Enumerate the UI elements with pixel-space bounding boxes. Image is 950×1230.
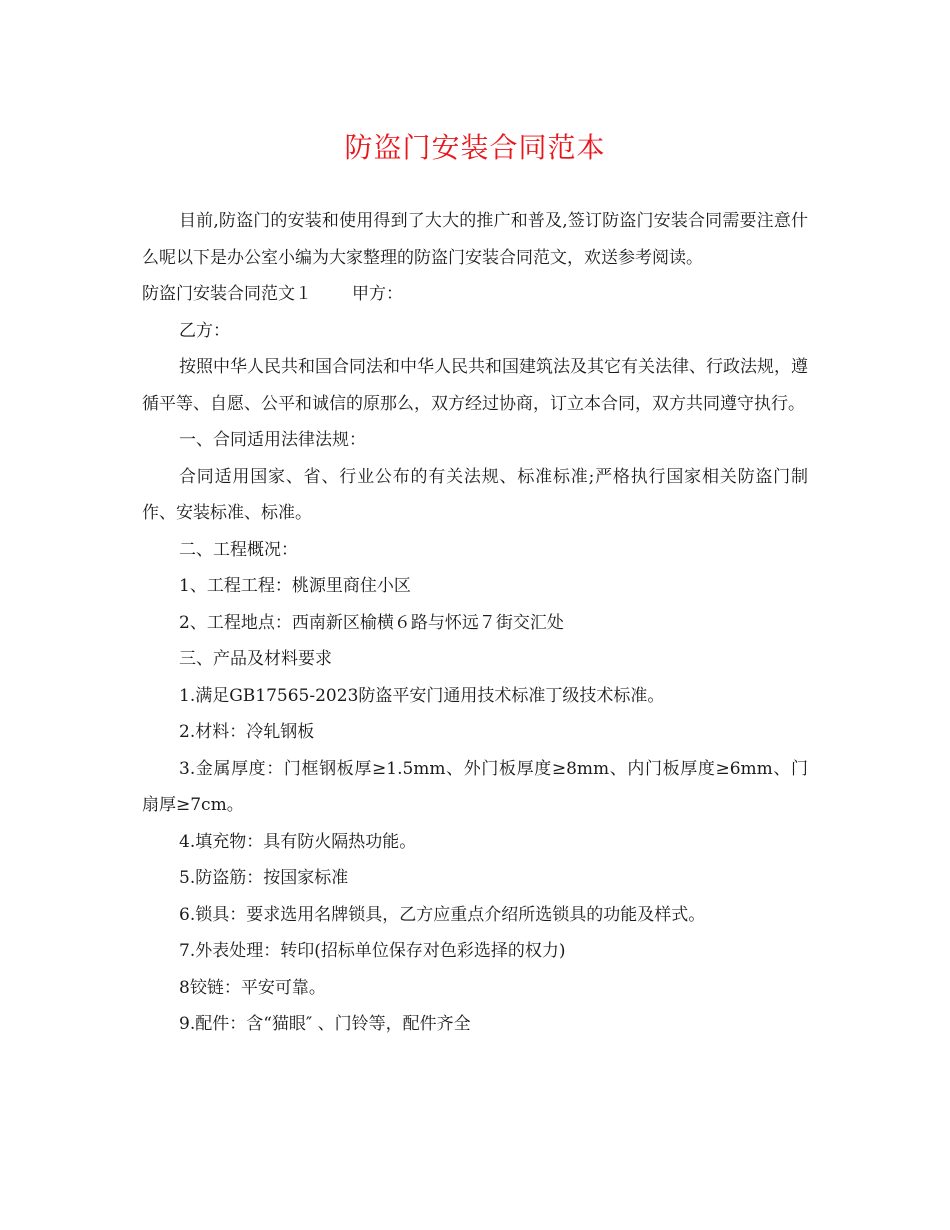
requirement-item: 9.配件：含“猫眼″ 、门铃等，配件齐全 (179, 1014, 471, 1034)
section2-item-location: 2、工程地点：西南新区榆横６路与怀远７街交汇处 (179, 612, 564, 633)
sample-heading: 防盗门安装合同范文１ (142, 284, 312, 304)
requirement-item: 5.防盗筋：按国家标准 (179, 868, 349, 888)
requirement-item: 7.外表处理：转印(招标单位保存对色彩选择的权力) (179, 941, 566, 961)
requirement-item: 8铰链：平安可靠。 (179, 977, 326, 998)
preamble-paragraph: 按照中华人民共和国合同法和中华人民共和国建筑法及其它有关法律、行政法规，遵循平等、自愿、公平和诚信的原那么，双方经过协商，订立本合同，双方共同遵守执行。 (142, 357, 808, 414)
section1-title: 一、合同适用法律法规： (179, 430, 366, 450)
document-body (142, 203, 808, 1043)
requirement-item: 2.材料：冷轧钢板 (179, 722, 315, 742)
requirement-item: 1.满足GB17565-2023防盗平安门通用技术标准丁级技术标准。 (179, 685, 665, 706)
intro-paragraph: 目前,防盗门的安装和使用得到了大大的推广和普及,签订防盗门安装合同需要注意什么呢以下是办公室小编为大家整理的防盗门安装合同范文，欢送参考阅读。 (142, 211, 808, 268)
party-b-label: 乙方： (179, 320, 230, 341)
document-title: 防盗门安装合同范本 (344, 131, 606, 164)
section1-body: 合同适用国家、省、行业公布的有关法规、标准标准;严格执行国家相关防盗门制作、安装标准、标准。 (142, 466, 808, 523)
sample-heading-line (142, 276, 808, 313)
party-a-label: 甲方： (352, 284, 403, 304)
section2-item-project: 1、工程工程：桃源里商住小区 (179, 576, 411, 596)
requirement-item: 4.填充物：具有防火隔热功能。 (179, 831, 417, 852)
requirement-item: 6.锁具：要求选用名牌锁具，乙方应重点介绍所选锁具的功能及样式。 (179, 904, 706, 925)
section3-title: 三、产品及材料要求 (179, 649, 332, 669)
section2-title: 二、工程概况： (179, 539, 298, 560)
requirement-item: 3.金属厚度：门框钢板厚≥1.5mm、外门板厚度≥8mm、内门板厚度≥6mm、门扇厚≥7cm。 (142, 758, 808, 815)
